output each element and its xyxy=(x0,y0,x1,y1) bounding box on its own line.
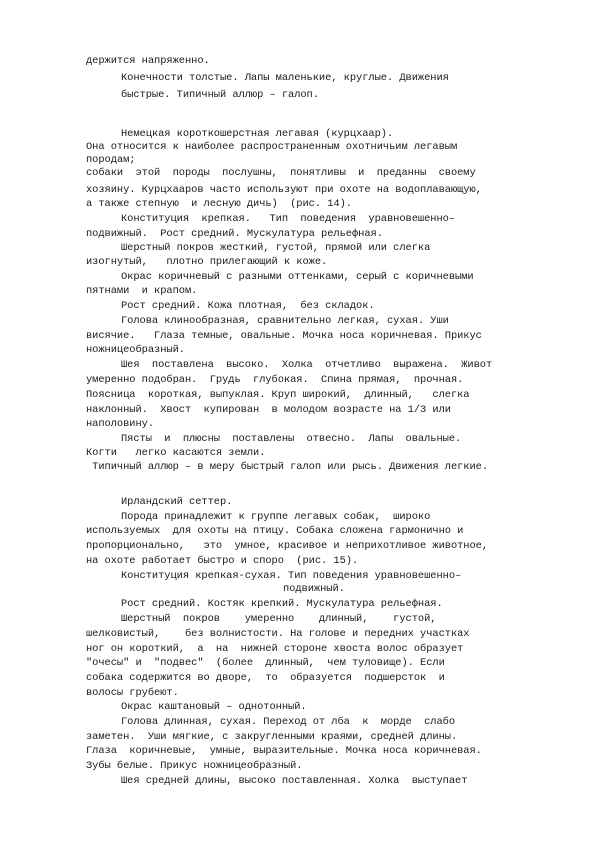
text-line: Конституция крепкая. Тип поведения уравновешенно– xyxy=(121,213,456,225)
text-line: висячие. Глаза темные, овальные. Мочка носа коричневая. Прикус xyxy=(86,330,482,342)
text-line: используемых для охоты на птицу. Собака сложена гармонично и xyxy=(86,525,464,537)
text-line: Порода принадлежит к группе легавых собак, широко xyxy=(121,511,431,523)
text-line: хозяину. Курцхааров часто используют при охоте на водоплавающую, xyxy=(86,184,482,196)
text-line: собаки этой породы послушны, понятливы и преданны своему xyxy=(86,167,476,179)
text-line: быстрые. Типичный аллюр – галоп. xyxy=(121,89,319,101)
text-line: шелковистый, без волнистости. На голове и передних участках xyxy=(86,628,470,640)
text-line: Шерстный покров умеренно длинный, густой, xyxy=(121,613,437,625)
text-line: ног он короткий, а на нижней стороне хвоста волос образует xyxy=(86,643,464,655)
text-line: подвижный. xyxy=(283,583,345,595)
text-line: Глаза коричневые, умные, выразительные. Мочка носа коричневая. xyxy=(86,745,482,757)
text-line: изогнутый, плотно прилегающий к коже. xyxy=(86,256,328,268)
text-line: Шерстный покров жесткий, густой, прямой или слегка xyxy=(121,242,431,254)
text-line: Окрас коричневый с разными оттенками, серый с коричневыми xyxy=(121,271,474,283)
text-line: а также степную и лесную дичь) (рис. 14). xyxy=(86,198,352,210)
text-line: пятнами и крапом. xyxy=(86,285,198,297)
text-line: собака содержится во дворе, то образуется подшерсток и xyxy=(86,672,445,684)
text-line: заметен. Уши мягкие, с закругленными краями, средней длины. xyxy=(86,731,458,743)
text-line: наполовину. xyxy=(86,418,155,430)
text-line: Рост средний. Костяк крепкий. Мускулатура рельефная. xyxy=(121,598,443,610)
text-line: Шея средней длины, высоко поставленная. Холка выступает xyxy=(121,775,468,787)
text-line: наклонный. Хвост купирован в молодом возрасте на 1/3 или xyxy=(86,404,451,416)
section-heading: Немецкая короткошерстная легавая (курцхаар). xyxy=(121,128,394,140)
text-line: Окрас каштановый – однотонный. xyxy=(121,701,307,713)
text-line: Шея поставлена высоко. Холка отчетливо выражена. Живот xyxy=(121,359,493,371)
text-line: "очесы" и "подвес" (более длинный, чем туловище). Если xyxy=(86,657,445,669)
text-line: породам; xyxy=(86,154,136,166)
text-line: держится напряженно. xyxy=(86,55,210,67)
text-line: Типичный аллюр – в меру быстрый галоп или рысь. Движения легкие. xyxy=(86,461,489,473)
text-line: Голова клинообразная, сравнительно легкая, сухая. Уши xyxy=(121,315,449,327)
text-line: Голова длинная, сухая. Переход от лба к морде слабо xyxy=(121,716,456,728)
text-line: пропорционально, это умное, красивое и неприхотливое животное, xyxy=(86,540,489,552)
text-line: волосы грубеют. xyxy=(86,687,179,699)
text-line: на охоте работает быстро и споро (рис. 15). xyxy=(86,555,359,567)
text-line: ножницеобразный. xyxy=(86,344,185,356)
text-line: Конечности толстые. Лапы маленькие, круглые. Движения xyxy=(121,72,449,84)
section-heading: Ирландский сеттер. xyxy=(121,496,233,508)
text-line: Зубы белые. Прикус ножницеобразный. xyxy=(86,760,303,772)
text-line: Пясты и плюсны поставлены отвесно. Лапы овальные. xyxy=(121,433,462,445)
text-line: умеренно подобран. Грудь глубокая. Спина прямая, прочная. xyxy=(86,374,464,386)
text-line: Когти легко касаются земли. xyxy=(86,447,266,459)
text-line: Поясница короткая, выпуклая. Круп широкий, длинный, слегка xyxy=(86,389,470,401)
text-line: Конституция крепкая-сухая. Тип поведения уравновешенно– xyxy=(121,570,462,582)
text-line: Рост средний. Кожа плотная, без складок. xyxy=(121,300,375,312)
text-line: Она относится к наиболее распространенным охотничьим легавым xyxy=(86,141,458,153)
text-line: подвижный. Рост средний. Мускулатура рельефная. xyxy=(86,228,383,240)
